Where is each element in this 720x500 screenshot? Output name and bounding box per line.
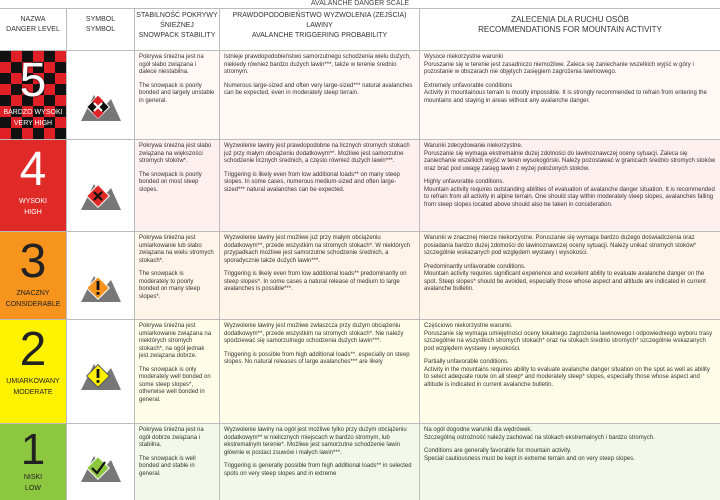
- recommendations-cell-3: [420, 232, 720, 319]
- probability-en: Triggering is likely even from low additional loads** predominantly on steep slopes*. In some cases a natural release of medium to large avalanches is possible***.: [224, 271, 407, 292]
- stability-en: The snowpack is well bonded and stable in general.: [139, 455, 196, 477]
- probability-en: Numerous large-sized and often very large-sized*** natural avalanches can be expected, even in moderately steep terrain.: [224, 82, 413, 96]
- symbol-cell-5: [67, 51, 135, 139]
- level-name-en: VERY HIGH: [13, 120, 53, 127]
- recommendation-pl: Szczególną ostrożność należy zachować na stokach ekstremalnych i bardzo stromych.: [424, 434, 655, 441]
- recommendation-en: Activity in the mountains requires ability to evaluate avalanche danger situation on the spot as well as ability to select adequate route on all steep* and moderately steep* slopes, especially those whose aspect and altitude is indicated in current avalanche bulletin.: [424, 366, 710, 388]
- level-row-1: [0, 424, 720, 500]
- probability-en: Triggering is possible from high additional loads**, especially on steep slopes. No natural releases of large avalanches*** are likely: [224, 351, 410, 365]
- level-cell-5: [0, 51, 67, 139]
- header-recommendations-pl: ZALECENIA DLA RUCHU OSÓB: [511, 15, 629, 24]
- symbol-cell-4: [67, 140, 135, 231]
- level-name-pl: WYSOKI: [18, 198, 47, 205]
- stability-pl: Pokrywa śnieżna jest słabo związana na większości stromych stoków*.: [139, 143, 212, 164]
- level-number: 4: [19, 143, 47, 196]
- stability-pl: Pokrywa śnieżna jest na ogół dobrze związana i stabilna.: [139, 427, 204, 448]
- probability-cell-3: [220, 232, 420, 319]
- recommendation-title-pl: Warunki zdecydowanie niekorzystne.: [424, 143, 523, 149]
- recommendation-title-en: Extremely unfavorable conditions: [424, 82, 513, 89]
- stability-pl: Pokrywa śnieżna jest umiarkowanie związana na niektórych stromych stokach*, na ogół jednak jest związana dobrze.: [139, 323, 212, 359]
- banner: AVALANCHE DANGER SCALE: [0, 0, 720, 9]
- stability-en: The snowpack is moderately to poorly bonded on many steep slopes*.: [139, 271, 201, 300]
- recommendation-title-en: Conditions are generally favorable for mountain activity.: [424, 448, 572, 454]
- header-symbol-en: SYMBOL: [85, 26, 116, 33]
- level-number: 1: [20, 425, 46, 474]
- header-probability: [220, 9, 420, 51]
- level-number: 3: [19, 235, 47, 288]
- recommendation-en: Mountain activity requires outstanding abilities of evaluation of avalanche danger situation. It is recommended to refrain from all activity in alpine terrain. One should stay within moderately steep slopes, avalanches falling from steep slopes located above should also be taken in consideration.: [424, 186, 715, 208]
- probability-cell-5: [220, 51, 420, 139]
- probability-pl: Wyzwolenie lawiny na ogół jest możliwe tylko przy dużym obciążeniu dodatkowym** w nielicznych miejscach w bardzo stromym, lub ekstremalnym terenie*. Możliwe jest samorzutne schodzenie lawin głównie w postaci zsuwów i małych lawin***.: [224, 427, 407, 456]
- header-probability-pl2: LAWINY: [306, 22, 333, 29]
- recommendations-cell-4: [420, 140, 720, 231]
- header-stability-pl1: STABILNOŚĆ POKRYWY: [136, 12, 218, 19]
- stability-en: The snowpack is poorly bonded on most steep slopes.: [139, 171, 202, 193]
- level-number: 2: [19, 323, 47, 376]
- header-level-pl: NAZWA: [20, 16, 46, 23]
- stability-cell-5: [135, 51, 220, 139]
- danger-cross-icon: [78, 174, 124, 216]
- recommendations-cell-1: [420, 424, 720, 500]
- probability-pl: Wyzwolenie lawiny jest prawdopodobne na licznych stromych stokach już przy małym obciążeniu dodatkowym**. Możliwe jest samorzutne schodzenie licznych średnich, a często również dużych lawin***.: [224, 143, 410, 164]
- recommendation-title-en: Highly unfavorable conditions.: [424, 179, 505, 185]
- recommendation-title-pl: Częściowo niekorzystne warunki.: [424, 323, 513, 329]
- stability-cell-3: [135, 232, 220, 319]
- header-probability-pl1: PRAWDOPODOBIEŃSTWO WYZWOLENIA (ZEJŚCIA): [232, 12, 407, 19]
- probability-pl: Wyzwolenie lawiny jest możliwe zwłaszcza przy dużym obciążeniu dodatkowym**, przede wszystkim na stromych stokach*. Nie należy spodziewać się samorzutnego schodzenia dużych lawin***.: [224, 323, 404, 344]
- level-cell-4: [0, 140, 67, 231]
- recommendation-pl: Warunki w znacznej mierze niekorzystne. Poruszanie się wymaga bardzo dużego doświadczenia oraz posiadania bardzo dużej zdolności do lawinoznawczej oceny sytuacji. Należy unikać stromych stoków* szczególnie wskazanych pod względem wystawy i wysokości.: [424, 235, 697, 256]
- level-name-en: HIGH: [24, 209, 42, 216]
- recommendation-title-pl: Na ogół dogodne warunki dla wędrówek.: [424, 427, 533, 433]
- header-level: [0, 9, 67, 51]
- probability-pl: Wyzwolenie lawiny jest możliwe już przy małym obciążeniu dodatkowym**, przede wszystkim na stromych stokach*. W niektórych przypadkach możliwe jest samorzutne schodzenie średnich, a sporadycznie także dużych lawin***.: [224, 235, 411, 264]
- recommendation-en: Special cautiousness must be kept in extreme terrain and on very steep slopes.: [424, 455, 635, 462]
- level-name-pl: UMIARKOWANY: [6, 378, 60, 385]
- stability-cell-2: [135, 320, 220, 423]
- check-icon: [78, 446, 124, 488]
- exclamation-warning-icon: [78, 354, 124, 396]
- level-row-4: [0, 140, 720, 232]
- level-name-pl: NISKI: [23, 474, 43, 481]
- header-symbol-pl: SYMBOL: [85, 16, 116, 23]
- level-row-2: [0, 320, 720, 424]
- stability-cell-1: [135, 424, 220, 500]
- probability-cell-1: [220, 424, 420, 500]
- level-name-en: MODERATE: [13, 389, 53, 396]
- stability-en: The snowpack is poorly bonded and largely unstable in general.: [139, 82, 215, 104]
- level-name-en: LOW: [25, 485, 41, 492]
- header-stability: [135, 9, 220, 51]
- symbol-cell-2: [67, 320, 135, 423]
- level-row-5: [0, 51, 720, 140]
- level-cell-1: [0, 424, 67, 500]
- recommendation-title-en: Predominantly unfavorable conditions.: [424, 263, 526, 270]
- header-level-en: DANGER LEVEL: [6, 26, 60, 33]
- level-cell-3: [0, 232, 67, 319]
- recommendation-en: Activity in mountainous terrain is mostly impossible. It is strongly recommended to refrain from entering the mountains and staying in areas without any avalanche danger.: [424, 90, 707, 104]
- probability-en: Triggering is likely even from low additional loads** on many steep slopes. In some cases, numerous medium-sized and often large-sized*** natural avalanches can be expected.: [224, 171, 400, 193]
- header-recommendations: [420, 9, 720, 51]
- header-recommendations-en: RECOMMENDATIONS FOR MOUNTAIN ACTIVITY: [478, 25, 662, 34]
- recommendation-pl: Poruszanie się w terenie jest zasadniczo niemożliwe. Zaleca się zaniechanie wszelkich wyjść w góry i pozostanie w obszarach nie objętych zasięgiem zagrożenia lawinowego.: [424, 61, 694, 75]
- probability-cell-4: [220, 140, 420, 231]
- header-probability-en: AVALANCHE TRIGGERING PROBABILITY: [251, 32, 388, 39]
- recommendation-title-en: Partially unfavorable conditions.: [424, 359, 509, 365]
- level-row-3: [0, 232, 720, 320]
- symbol-cell-3: [67, 232, 135, 319]
- recommendations-cell-5: [420, 51, 720, 139]
- probability-en: Triggering is generally possible from high additional loads** in selected spots on very steep slopes and in extreme: [224, 463, 412, 477]
- exclamation-warning-icon: [78, 266, 124, 308]
- recommendation-en: Mountain activity requires significant experience and excellent ability to evaluate avalanche danger on the spot. Steep slopes* should be avoided, especially those whose aspect and altitude are indicated in current avalanche bulletin.: [424, 271, 706, 292]
- header-stability-en: SNOWPACK STABILITY: [138, 32, 216, 39]
- probability-pl: Istnieje prawdopodobieństwo samorzutnego schodzenia wielu dużych, niekiedy również bardzo dużych lawin***, także w terenie średnio stromym.: [224, 54, 411, 75]
- stability-pl: Pokrywa śnieżna jest umiarkowanie lub słabo związana na wielu stromych stokach*.: [139, 235, 214, 264]
- header-symbol: [67, 9, 135, 51]
- symbol-cell-1: [67, 424, 135, 500]
- level-name-pl: BARDZO WYSOKI: [3, 109, 63, 116]
- recommendation-title-pl: Wysoce niekorzystne warunki: [424, 54, 503, 60]
- header-stability-pl2: ŚNIEŻNEJ: [160, 22, 194, 29]
- recommendation-pl: Poruszanie się wymaga ekstremalnie dużej zdolności do lawinoznawczej oceny sytuacji. Zaleca się zaniechanie wszelkich wyjść w teren wysokogórski. Należy pozostawać w granicach średnio stromych stoków oraz brać pod uwagę zasięg lawin z wyżej położonych stoków.: [424, 150, 716, 172]
- level-name-pl: ZNACZNY: [16, 290, 50, 297]
- level-number: 5: [19, 54, 47, 107]
- level-cell-2: [0, 320, 67, 423]
- recommendations-cell-2: [420, 320, 720, 423]
- recommendation-pl: Poruszanie się wymaga umiejętności oceny lokalnego zagrożenia lawinowego i odpowiedniego wyboru trasy szczególnie na wszystkich stromych stokach* oraz na stokach średnio stromych* szczególnie wskazanych pod względem wystawy i wysokości.: [424, 330, 713, 352]
- stability-cell-4: [135, 140, 220, 231]
- stability-en: The snowpack is only moderately well bonded on some steep slopes*, otherwise well bonded in general.: [139, 366, 211, 403]
- level-name-en: CONSIDERABLE: [5, 301, 61, 308]
- checker-danger-cross-icon: [78, 85, 124, 127]
- stability-pl: Pokrywa śnieżna jest na ogół słabo związana i dalece niestabilna.: [139, 54, 204, 75]
- probability-cell-2: [220, 320, 420, 423]
